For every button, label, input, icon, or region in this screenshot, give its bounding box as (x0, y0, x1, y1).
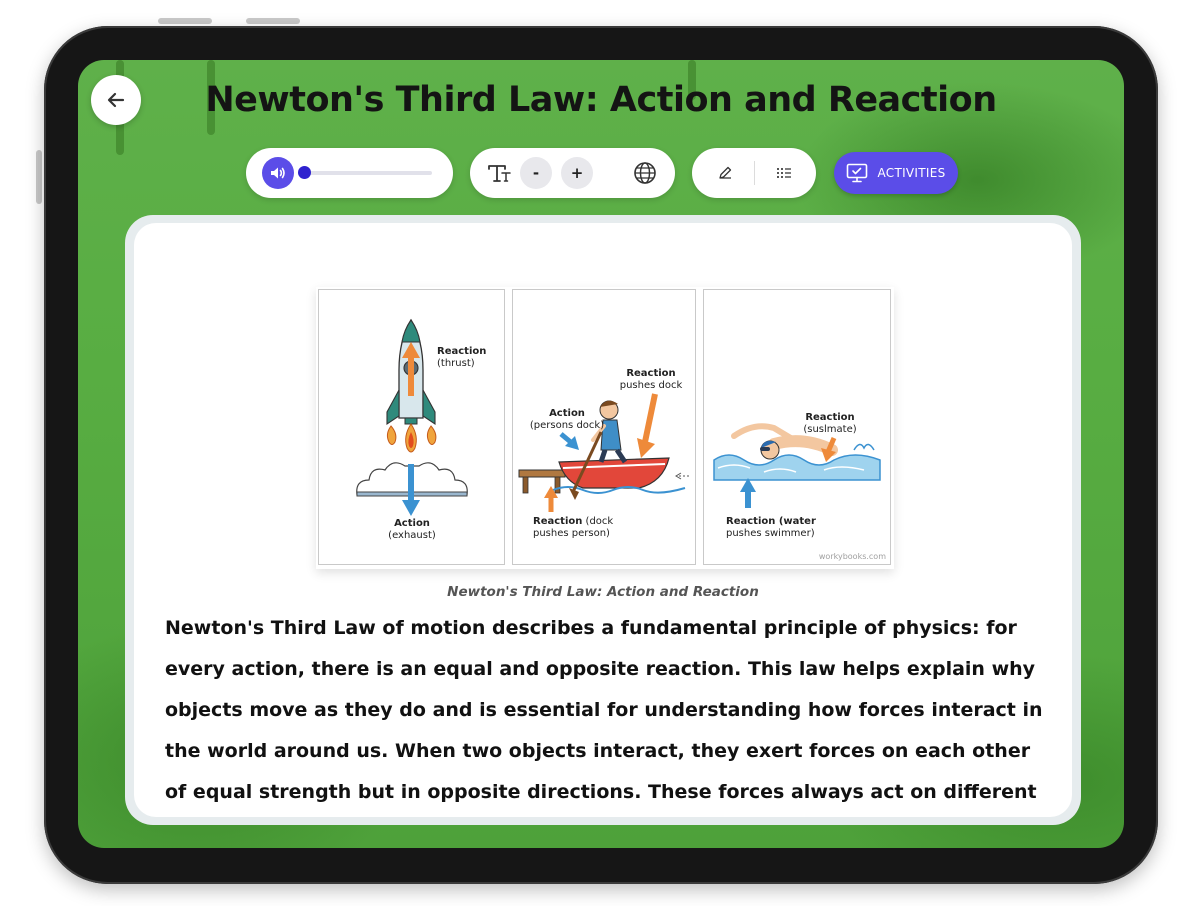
activities-label: ACTIVITIES (877, 166, 946, 180)
boat-panel (512, 289, 696, 565)
decrease-text-button[interactable]: - (520, 157, 552, 189)
content-card (134, 223, 1072, 817)
page-title: Newton's Third Law: Action and Reaction (205, 80, 997, 120)
volume-button (158, 18, 212, 24)
rocket-action-label: Action (exhaust) (388, 518, 436, 541)
toolbar-divider (754, 161, 755, 185)
swimmer-bottom-reaction-label: Reaction (water pushes swimmer) (726, 516, 816, 539)
increase-text-button[interactable]: + (561, 157, 593, 189)
app-screen (78, 60, 1124, 848)
annotation-tools (692, 148, 816, 198)
watermark: workybooks.com (818, 552, 886, 561)
swimmer-reaction-label: Reaction (suslmate) (803, 412, 857, 435)
lesson-paragraph: Newton's Third Law of motion describes a fundamental principle of physics: for every action, there is an equal and opposite reaction. This law helps explain why objects move as they do and is essential for understanding how forces interact in the world around us. When two objects interact, they exert forces on each other of equal strength but in opposite directions. These forces always act on different (165, 617, 1043, 803)
rocket-panel (318, 289, 505, 565)
side-button (36, 150, 42, 204)
audio-player (246, 148, 453, 198)
swimmer-panel (703, 289, 891, 565)
lesson-illustration (316, 287, 894, 569)
rocket-reaction-label: Reaction (thrust) (437, 346, 487, 369)
audio-progress-thumb[interactable] (298, 166, 311, 179)
text-tools (470, 148, 675, 198)
power-button (246, 18, 300, 24)
boat-action-label: Action (persons dock) (529, 408, 605, 431)
audio-play-button[interactable] (262, 157, 294, 189)
list-icon[interactable] (773, 162, 795, 184)
activities-button[interactable] (834, 152, 958, 194)
pencil-icon[interactable] (714, 162, 736, 184)
content-card-frame (125, 215, 1081, 825)
text-size-icon[interactable] (484, 158, 514, 188)
audio-progress-slider[interactable] (304, 171, 432, 175)
figure-caption: Newton's Third Law: Action and Reaction (447, 584, 759, 600)
globe-icon[interactable] (631, 159, 659, 187)
speaker-icon (269, 164, 287, 182)
boat-reaction-label: Reaction pushes dock (619, 368, 683, 391)
boat-bottom-reaction-label: Reaction (dock pushes person) (533, 516, 614, 539)
monitor-check-icon (846, 163, 868, 183)
